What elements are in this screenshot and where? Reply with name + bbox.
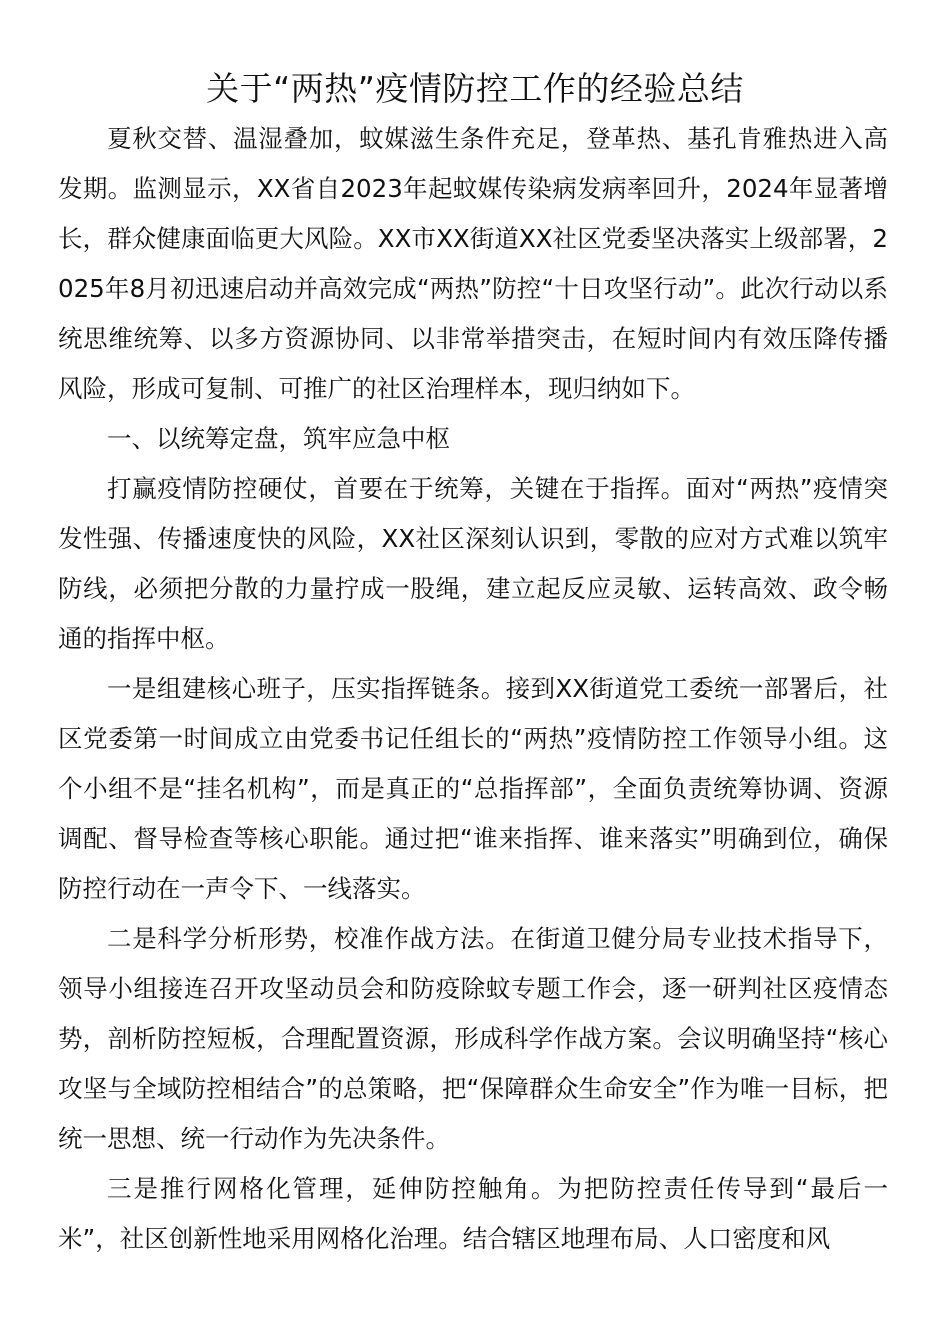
point-1-paragraph: 一是组建核心班子，压实指挥链条。接到XX街道党工委统一部署后，社区党委第一时间成立由党委书记任组长的“两热”疫情防控工作领导小组。这个小组不是“挂名机构”，而是真正的“总指挥部”，全面负责统筹协调、资源调配、督导检查等核心职能。通过把“谁来指挥、谁来落实”明确到位，确保防控行动在一声令下、一线落实。: [58, 674, 888, 903]
section-heading-1: 一、以统筹定盘，筑牢应急中枢: [107, 424, 450, 453]
document-body: [58, 114, 888, 1264]
point-3-paragraph: 三是推行网格化管理，延伸防控触角。为把防控责任传导到“最后一米”，社区创新性地采用网格化治理。结合辖区地理布局、人口密度和风: [58, 1174, 888, 1253]
section-1-intro-paragraph: 打赢疫情防控硬仗，首要在于统筹，关键在于指挥。面对“两热”疫情突发性强、传播速度快的风险，XX社区深刻认识到，零散的应对方式难以筑牢防线，必须把分散的力量拧成一股绳，建立起反应灵敏、运转高效、政令畅通的指挥中枢。: [58, 474, 888, 653]
intro-paragraph: 夏秋交替、温湿叠加，蚊媒滋生条件充足，登革热、基孔肯雅热进入高发期。监测显示，XX省自2023年起蚊媒传染病发病率回升，2024年显著增长，群众健康面临更大风险。XX市XX街道XX社区党委坚决落实上级部署，2025年8月初迅速启动并高效完成“两热”防控“十日攻坚行动”。此次行动以系统思维统筹、以多方资源协同、以非常举措突击，在短时间内有效压降传播风险，形成可复制、可推广的社区治理样本，现归纳如下。: [58, 124, 888, 403]
point-2-paragraph: 二是科学分析形势，校准作战方法。在街道卫健分局专业技术指导下，领导小组接连召开攻坚动员会和防疫除蚊专题工作会，逐一研判社区疫情态势，剖析防控短板，合理配置资源，形成科学作战方案。会议明确坚持“核心攻坚与全域防控相结合”的总策略，把“保障群众生命安全”作为唯一目标，把统一思想、统一行动作为先决条件。: [58, 924, 888, 1153]
document-title: 关于“两热”疫情防控工作的经验总结: [206, 69, 744, 108]
